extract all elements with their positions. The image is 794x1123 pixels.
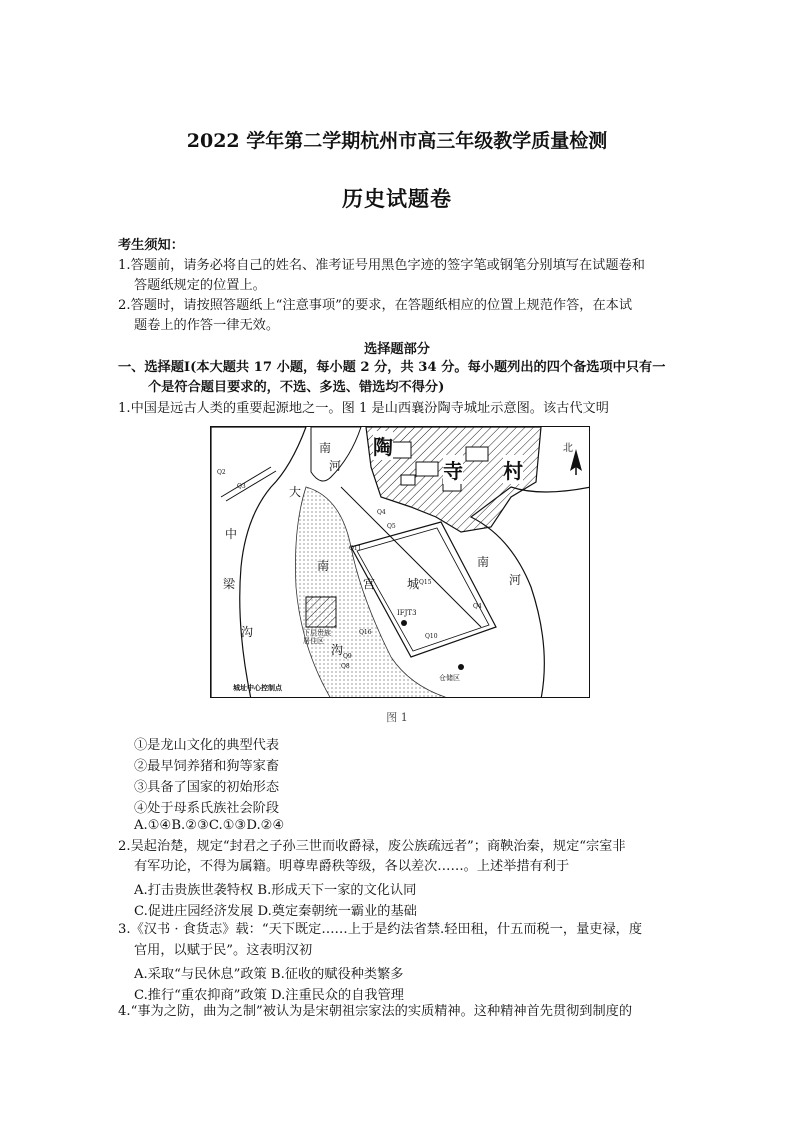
map-label-cheng: 城 [407, 577, 420, 591]
map-label-zhong: 中 [225, 527, 238, 541]
map-q-label: Q8 [341, 663, 350, 670]
map-label-da: 大 [289, 485, 302, 499]
map-q-label: Q4 [377, 509, 386, 516]
section-heading: 选择题部分 [364, 342, 430, 357]
map-q-label: Q15 [419, 579, 432, 586]
q2-line2: 有军功论，不得为属籍。明尊卑爵秩等级，各以差次……。上述举措有利于 [134, 859, 570, 874]
map-label-nan2: 南 [317, 559, 330, 573]
map-q-label: Q16 [359, 629, 372, 636]
q3-line1: 3.《汉书 · 食货志》载：“天下既定……上于是约法省禁.轻田租，什五而税一，量吏禄，度 [118, 922, 643, 937]
figure-caption: 图 1 [386, 711, 408, 724]
map-q-label: Q11 [349, 545, 362, 552]
north-label: 北 [563, 443, 573, 454]
exam-title: 2022 学年第二学期杭州市高三年级教学质量检测 [186, 130, 608, 152]
map-label-ifjt3: IFJT3 [397, 609, 417, 617]
map-label-he3: 河 [509, 573, 522, 587]
exam-subtitle: 历史试题卷 [342, 186, 452, 211]
part-heading-line2: 个是符合题目要求的，不选、多选、错选均不得分) [148, 380, 445, 395]
notice-line: 答题纸规定的位置上。 [134, 278, 266, 293]
q3-options-cd: C.推行“重农抑商”政策 D.注重民众的自我管理 [134, 988, 404, 1003]
notice-line: 1.答题前，请务必将自己的姓名、准考证号用黑色字迹的签字笔或钢笔分别填写在试题卷和 [118, 258, 645, 273]
notice-heading: 考生须知： [118, 238, 184, 253]
map-q-label: Q10 [425, 633, 438, 640]
map-label-si: 寺 [443, 455, 463, 484]
map-label-gong: 宫 [363, 577, 376, 591]
q1-statement: ③具备了国家的初始形态 [134, 780, 280, 795]
map-label-control: 城址中心控制点 [233, 683, 282, 692]
q3-line2: 官用，以赋于民”。这表明汉初 [134, 943, 313, 958]
map-label-nan3: 南 [477, 555, 490, 569]
taosi-site-map [210, 426, 590, 698]
map-label-nan1: 南 [319, 441, 332, 455]
q1-statement: ①是龙山文化的典型代表 [134, 738, 280, 753]
q1-statement: ②最早饲养猪和狗等家畜 [134, 759, 280, 774]
q3-options-ab: A.采取“与民休息”政策 B.征收的赋役种类繁多 [134, 967, 404, 982]
q2-line1: 2.吴起治楚，规定“封君之子孙三世而收爵禄，废公族疏远者”；商鞅治秦，规定“宗室非 [118, 839, 626, 854]
map-label-warehouse: 仓储区 [439, 674, 460, 682]
notice-line: 题卷上的作答一律无效。 [134, 318, 280, 333]
q4-line1: 4.“事为之防，曲为之制”被认为是宋朝祖宗家法的实质精神。这种精神首先贯彻到制度的 [118, 1004, 632, 1019]
map-label-he1: 河 [329, 459, 342, 473]
map-label-liang: 梁 [223, 577, 236, 591]
map-label-cun: 村 [503, 455, 523, 484]
q1-stem: 1.中国是远古人类的重要起源地之一。图 1 是山西襄汾陶寺城址示意图。该古代文明 [118, 401, 609, 416]
map-q-label: Q5 [387, 523, 396, 530]
q2-options-cd: C.促进庄园经济发展 D.奠定秦朝统一霸业的基础 [134, 904, 417, 919]
part-heading-line1: 一、选择题Ⅰ(本大题共 17 小题，每小题 2 分，共 34 分。每小题列出的四个备选项中只有一 [118, 360, 666, 375]
map-label-gou: 沟 [241, 625, 254, 639]
q1-options: A.①④B.②③C.①③D.②④ [134, 818, 285, 833]
map-q-label: Q2 [217, 469, 226, 476]
map-label-residence: 下层贵族 居住区 [303, 629, 331, 645]
map-label-gou2: 沟 [331, 643, 344, 657]
notice-line: 2.答题时，请按照答题纸上“注意事项”的要求，在答题纸相应的位置上规范作答，在本试 [118, 298, 632, 313]
map-q-label: Q9 [343, 653, 352, 660]
map-label-tao: 陶 [373, 431, 393, 460]
map-q-label: Q3 [237, 483, 246, 490]
map-q-label: Q4 [473, 603, 482, 610]
q2-options-ab: A.打击贵族世袭特权 B.形成天下一家的文化认同 [134, 883, 417, 898]
q1-statement: ④处于母系氏族社会阶段 [134, 801, 280, 816]
